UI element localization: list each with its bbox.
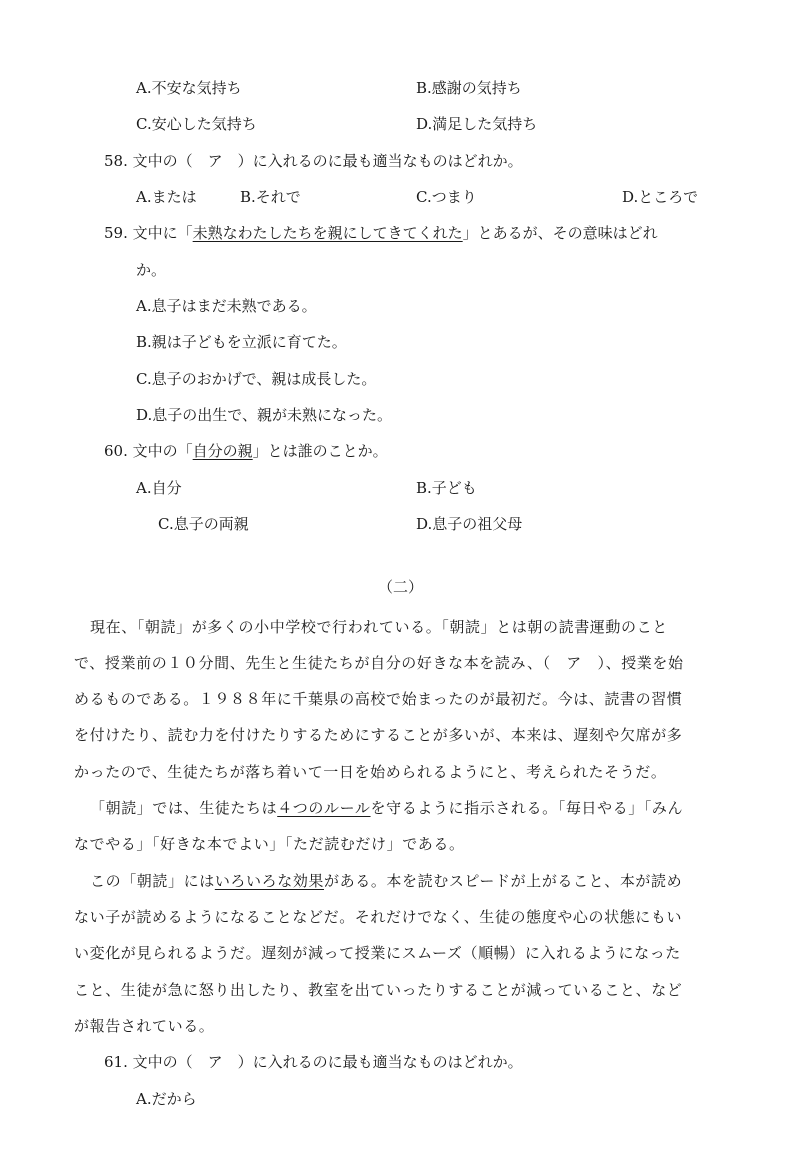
passage-line: [90, 871, 682, 891]
q60-option-b: B.子ども: [416, 479, 477, 497]
question-60: [104, 441, 388, 461]
question-text-suffix: 」とあるが、その意味はどれ: [462, 224, 658, 242]
q60-option-a: A.自分: [136, 479, 182, 497]
q58-option-b: B.それで: [240, 188, 301, 206]
question-text: 文中の（ ア ）に入れるのに最も適当なものはどれか。: [132, 1053, 523, 1071]
passage-line: かったので、生徒たちが落ち着いて一日を始められるようにと、考えられたそうだ。: [74, 763, 667, 781]
q57-option-a: A.不安な気持ち: [136, 79, 242, 97]
q60-option-d: D.息子の祖父母: [416, 515, 523, 533]
q58-option-d: D.ところで: [622, 188, 699, 206]
passage-line: なでやる」「好きな本でよい」「ただ読むだけ」である。: [74, 835, 465, 853]
passage-text: がある。本を読むスピードが上がること、本が読め: [324, 872, 683, 890]
question-59-continuation: か。: [136, 261, 167, 279]
passage-line: めるものである。１９８８年に千葉県の高校で始まったのが最初だ。今は、読書の習慣: [74, 690, 683, 708]
passage-line: を付けたり、読む力を付けたりするためにすることが多いが、本来は、遅刻や欠席が多: [74, 726, 683, 744]
question-59: [104, 223, 658, 243]
underlined-phrase: 自分の親: [192, 442, 253, 460]
question-text-suffix: 」とは誰のことか。: [252, 442, 388, 460]
question-text-prefix: 文中に「: [132, 224, 193, 242]
passage-line: 現在、「朝読」が多くの小中学校で行われている。「朝読」とは朝の読書運動のこと: [90, 618, 668, 636]
q58-option-c: C.つまり: [416, 188, 477, 206]
question-58: [104, 151, 523, 171]
q59-option-c: C.息子のおかげで、親は成長した。: [136, 370, 377, 388]
q60-option-c: C.息子の両親: [158, 515, 249, 533]
passage-text: この「朝読」には: [90, 872, 215, 890]
question-number: 58.: [104, 152, 128, 170]
q57-option-c: C.安心した気持ち: [136, 115, 257, 133]
passage-text: を守るように指示される。「毎日やる」「みん: [370, 799, 684, 817]
question-number: 60.: [104, 442, 128, 460]
question-text: 文中の（ ア ）に入れるのに最も適当なものはどれか。: [132, 152, 523, 170]
q58-option-a: A.または: [136, 188, 197, 206]
passage-text: 「朝読」では、生徒たちは: [90, 799, 278, 817]
q59-option-a: A.息子はまだ未熟である。: [136, 297, 317, 315]
q57-option-b: B.感謝の気持ち: [416, 79, 522, 97]
underlined-phrase: ４つのルール: [277, 799, 371, 817]
passage-line: [90, 798, 683, 818]
question-61: [104, 1052, 523, 1072]
underlined-phrase: 未熟なわたしたちを親にしてきてくれた: [192, 224, 463, 242]
passage-line: い変化が見られるようだ。遅刻が減って授業にスムーズ（順暢）に入れるようになった: [74, 944, 681, 962]
question-text-prefix: 文中の「: [132, 442, 193, 460]
question-number: 61.: [104, 1053, 128, 1071]
q61-option-a: A.だから: [136, 1090, 197, 1108]
q59-option-d: D.息子の出生で、親が未熟になった。: [136, 406, 392, 424]
question-number: 59.: [104, 224, 128, 242]
q57-option-d: D.満足した気持ち: [416, 115, 538, 133]
passage-line: こと、生徒が急に怒り出したり、教室を出ていったりすることが減っていること、など: [74, 981, 683, 999]
passage-line: ない子が読めるようになることなどだ。それだけでなく、生徒の態度や心の状態にもい: [74, 908, 683, 926]
passage-line: が報告されている。: [74, 1017, 215, 1035]
underlined-phrase: いろいろな効果: [214, 872, 325, 890]
q59-option-b: B.親は子どもを立派に育てた。: [136, 333, 347, 351]
section-heading: （二）: [378, 578, 424, 596]
passage-line: で、授業前の１０分間、先生と生徒たちが自分の好きな本を読み、（ ア ）、授業を始: [74, 654, 684, 672]
